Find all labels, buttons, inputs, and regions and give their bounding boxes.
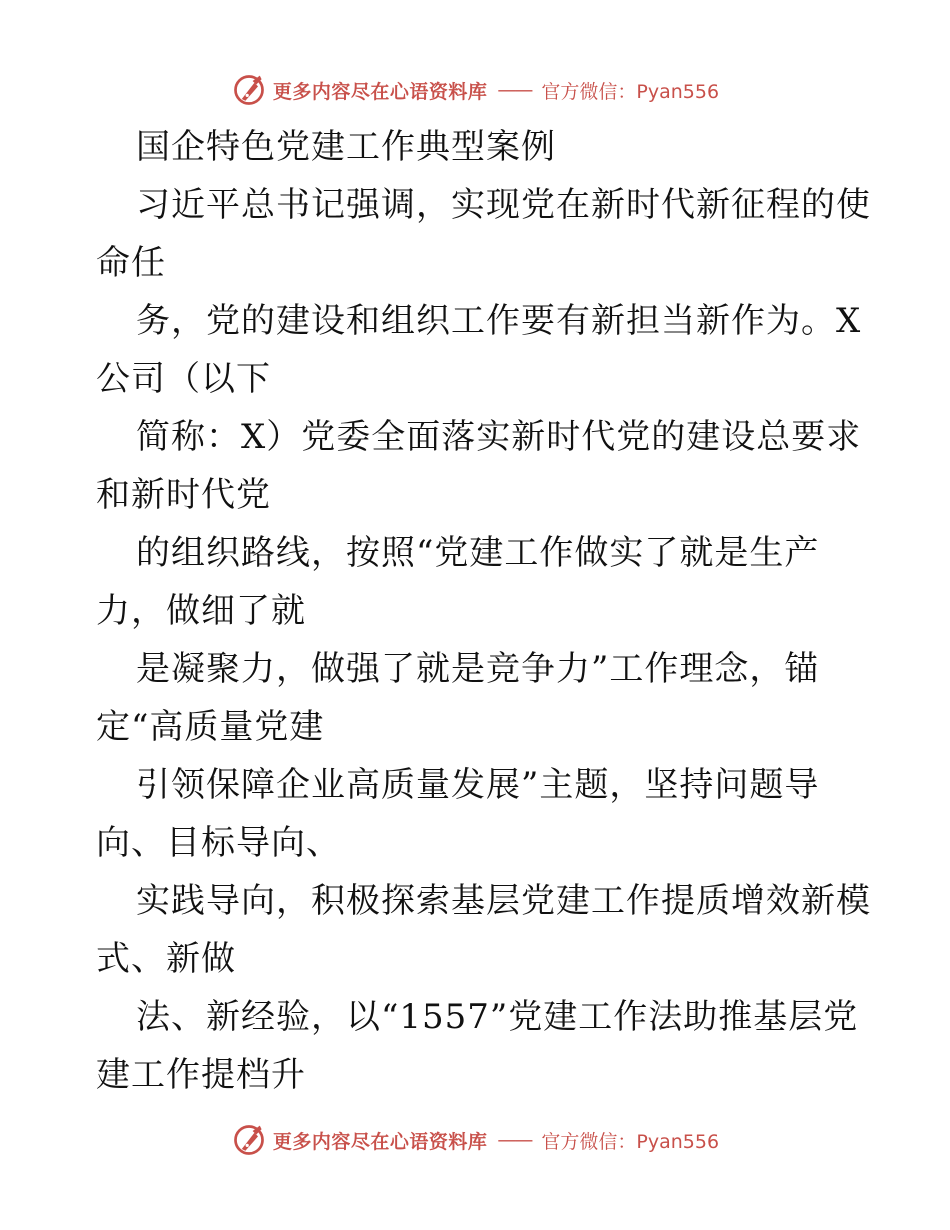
pen-nib-logo-icon bbox=[231, 72, 267, 108]
text-line: 力，做细了就 bbox=[96, 591, 306, 631]
text-line: 公司（以下 bbox=[96, 359, 271, 399]
document-title: 国企特色党建工作典型案例 bbox=[136, 127, 556, 167]
text-line: 式、新做 bbox=[96, 939, 236, 979]
text-line: 的组织路线，按照“党建工作做实了就是生产 bbox=[136, 533, 820, 573]
promo-text: 更多内容尽在心语资料库 bbox=[272, 80, 488, 103]
text-line: 务，党的建设和组织工作要有新担当新作为。X bbox=[136, 301, 862, 341]
text-line: 引领保障企业高质量发展”主题，坚持问题导 bbox=[136, 765, 820, 805]
banner-separator: —— bbox=[497, 1129, 532, 1151]
document-body bbox=[96, 118, 871, 1104]
promo-text: 更多内容尽在心语资料库 bbox=[272, 1130, 488, 1153]
text-line: 建工作提档升 bbox=[96, 1055, 306, 1095]
wechat-id-text: 官方微信：Pyan556 bbox=[541, 1130, 720, 1153]
text-line: 法、新经验，以“1557”党建工作法助推基层党 bbox=[136, 997, 859, 1037]
text-line: 命任 bbox=[96, 243, 166, 283]
wechat-id-text: 官方微信：Pyan556 bbox=[541, 80, 720, 103]
text-line: 实践导向，积极探索基层党建工作提质增效新模 bbox=[136, 881, 871, 921]
banner-separator: —— bbox=[497, 79, 532, 101]
text-line: 和新时代党 bbox=[96, 475, 271, 515]
text-line: 定“高质量党建 bbox=[96, 707, 325, 747]
header-watermark-banner bbox=[0, 70, 950, 110]
text-line: 向、目标导向、 bbox=[96, 823, 341, 863]
text-line: 是凝聚力，做强了就是竞争力”工作理念，锚 bbox=[136, 649, 820, 689]
text-line: 习近平总书记强调，实现党在新时代新征程的使 bbox=[136, 185, 871, 225]
text-line: 简称：X）党委全面落实新时代党的建设总要求 bbox=[136, 417, 862, 457]
pen-nib-logo-icon bbox=[231, 1122, 267, 1158]
footer-watermark-banner bbox=[0, 1120, 950, 1160]
